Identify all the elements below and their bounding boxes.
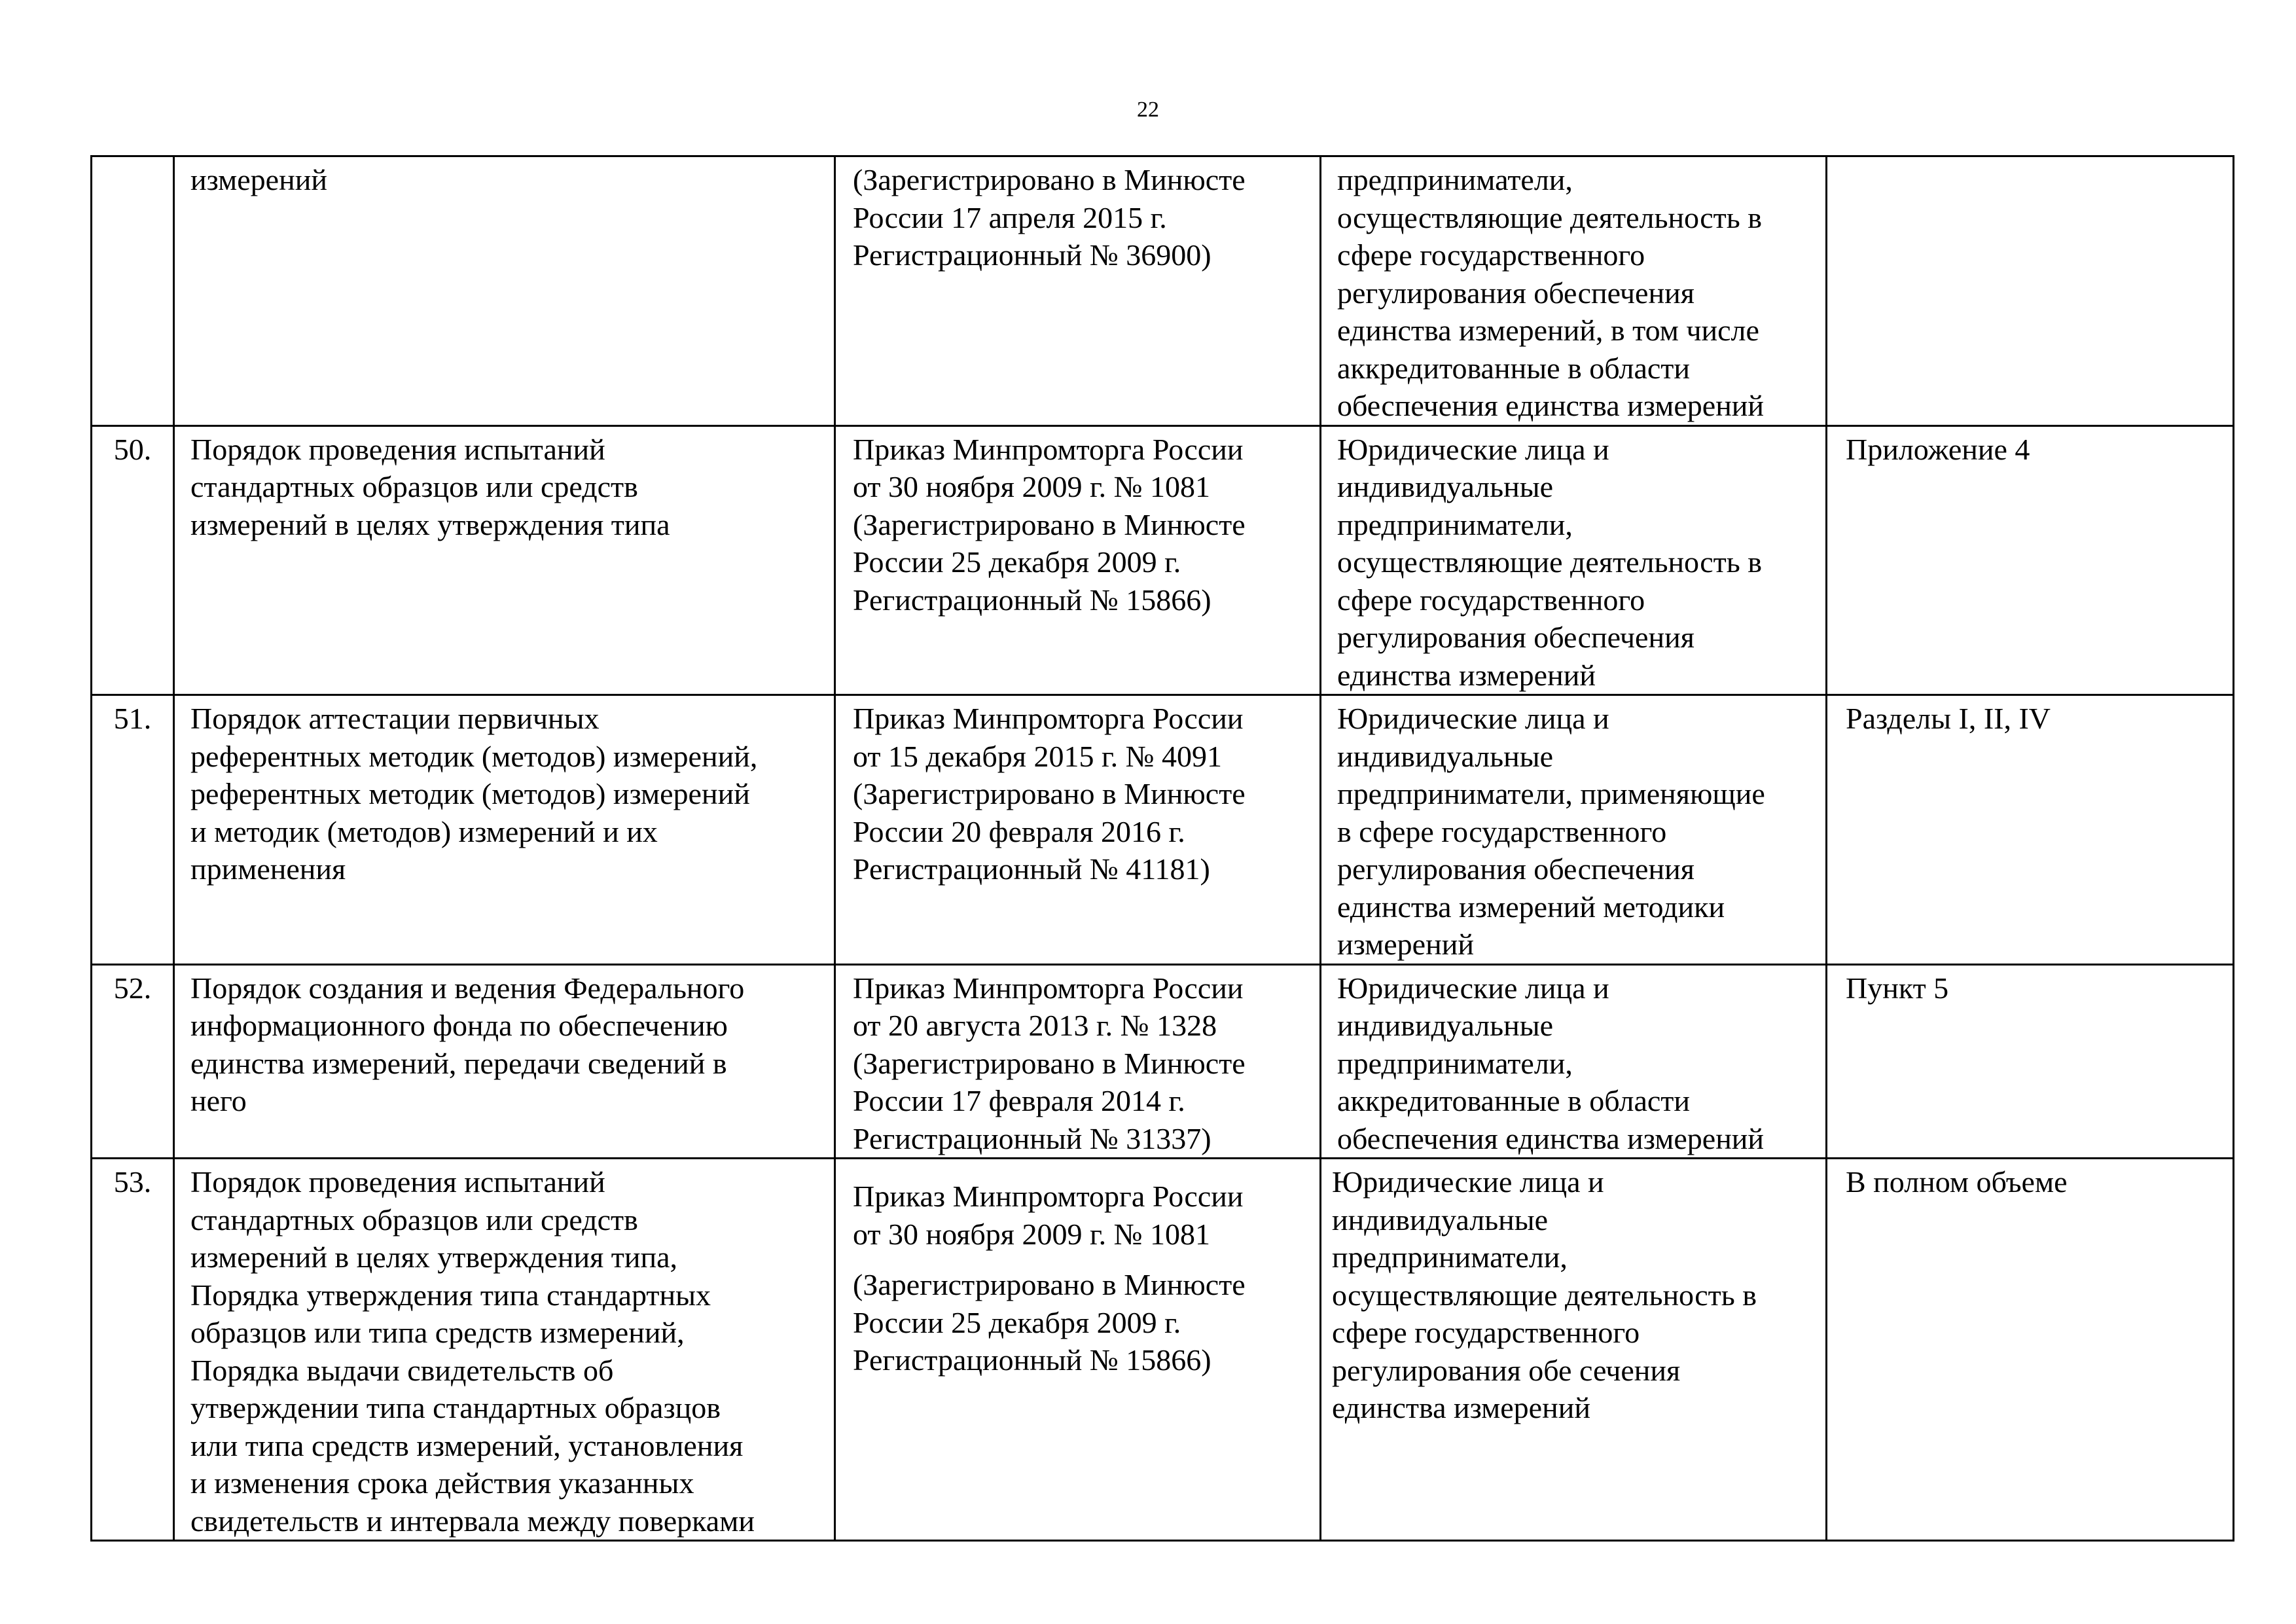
subjects: Юридические лица и индивидуальные предприниматели, осуществляющие деятельность в сфере государственного регулирования обеспечения единства измерений (1337, 432, 1762, 692)
scope-cell (1827, 1159, 2234, 1541)
act-details (836, 427, 1319, 619)
act-title: измерений (190, 163, 327, 196)
row-number-cell (92, 425, 174, 695)
page-number: 22 (1137, 98, 1159, 122)
act-details (836, 1159, 1319, 1379)
row-number-cell (92, 964, 174, 1159)
act-title-cell (174, 695, 835, 965)
act-title-cell (174, 1159, 835, 1541)
act-title-cell (174, 156, 835, 426)
act-order-text: Приказ Минпромторга России от 30 ноября 2009 г. № 1081 (853, 1180, 1244, 1251)
act-details-cell (835, 1159, 1321, 1541)
subjects-cell (1321, 695, 1827, 965)
act-title: Порядок проведения испытаний стандартных образцов или средств измерений в целях утверждения типа, Порядка утверждения типа стандартных образцов или типа средств измерений, Порядка выдачи свидетельств об утверждении типа стандартных образцов или типа средств измерений, установления и изменения срока действия указанных свидетельств и интервала между поверками (190, 1165, 755, 1538)
scope: Разделы I, II, IV (1846, 702, 2051, 735)
act-details (836, 965, 1319, 1158)
subjects: Юридические лица и индивидуальные предприниматели, осуществляющие деятельность в сфере государственного регулирования обе сечения единства измерений (1332, 1165, 1757, 1424)
scope: Приложение 4 (1846, 432, 2030, 466)
act-details (836, 157, 1319, 274)
subjects: Юридические лица и индивидуальные предприниматели, аккредитованные в области обеспечения единства измерений (1337, 971, 1765, 1155)
act-details-text: (Зарегистрировано в Минюсте России 17 апреля 2015 г. Регистрационный № 36900) (853, 163, 1246, 272)
act-details-cell (835, 695, 1321, 965)
table-row (92, 1159, 2234, 1541)
row-number: 50. (113, 432, 152, 466)
subjects-cell (1321, 156, 1827, 426)
row-number-cell (92, 695, 174, 965)
subjects: Юридические лица и индивидуальные предприниматели, применяющие в сфере государственного регулирования обеспечения единства измерений методики измерений (1337, 702, 1765, 961)
act-details-cell (835, 425, 1321, 695)
table-row (92, 425, 2234, 695)
act-details-text: Приказ Минпромторга России от 20 августа 2013 г. № 1328 (Зарегистрировано в Минюсте России 17 февраля 2014 г. Регистрационный № 31337) (853, 971, 1246, 1155)
table-row (92, 156, 2234, 426)
act-title-cell (174, 425, 835, 695)
subjects-cell (1321, 1159, 1827, 1541)
row-number-cell (92, 156, 174, 426)
act-details-cell (835, 964, 1321, 1159)
act-title-cell (174, 964, 835, 1159)
act-details (836, 696, 1319, 888)
scope: В полном объеме (1846, 1165, 2068, 1199)
row-number-cell (92, 1159, 174, 1541)
scope (1827, 157, 2233, 161)
table-row (92, 964, 2234, 1159)
scope-cell (1827, 156, 2234, 426)
subjects: предприниматели, осуществляющие деятельность в сфере государственного регулирования обеспечения единства измерений, в том числе аккредитованные в области обеспечения единства измерений (1337, 163, 1765, 422)
table-row (92, 695, 2234, 965)
requirements-table (90, 155, 2234, 1542)
act-details-text: Приказ Минпромторга России от 30 ноября 2009 г. № 1081 (Зарегистрировано в Минюсте России 25 декабря 2009 г. Регистрационный № 15866) (853, 432, 1246, 617)
act-title: Порядок аттестации первичных референтных методик (методов) измерений, референтных методик (методов) измерений и методик (методов) измерений и их применения (190, 702, 758, 886)
row-number: 51. (113, 702, 152, 735)
row-number (92, 157, 173, 161)
act-registration-text: (Зарегистрировано в Минюсте России 25 декабря 2009 г. Регистрационный № 15866) (853, 1268, 1246, 1377)
row-number: 53. (113, 1165, 152, 1199)
act-title: Порядок создания и ведения Федерального информационного фонда по обеспечению единства измерений, передачи сведений в него (190, 971, 745, 1117)
row-number: 52. (113, 971, 152, 1005)
subjects-cell (1321, 425, 1827, 695)
act-title: Порядок проведения испытаний стандартных образцов или средств измерений в целях утверждения типа (190, 432, 670, 541)
scope-cell (1827, 425, 2234, 695)
act-details-cell (835, 156, 1321, 426)
act-details-text: Приказ Минпромторга России от 15 декабря 2015 г. № 4091 (Зарегистрировано в Минюсте России 20 февраля 2016 г. Регистрационный № 41181) (853, 702, 1246, 886)
scope-cell (1827, 964, 2234, 1159)
scope: Пункт 5 (1846, 971, 1949, 1005)
scope-cell (1827, 695, 2234, 965)
subjects-cell (1321, 964, 1827, 1159)
